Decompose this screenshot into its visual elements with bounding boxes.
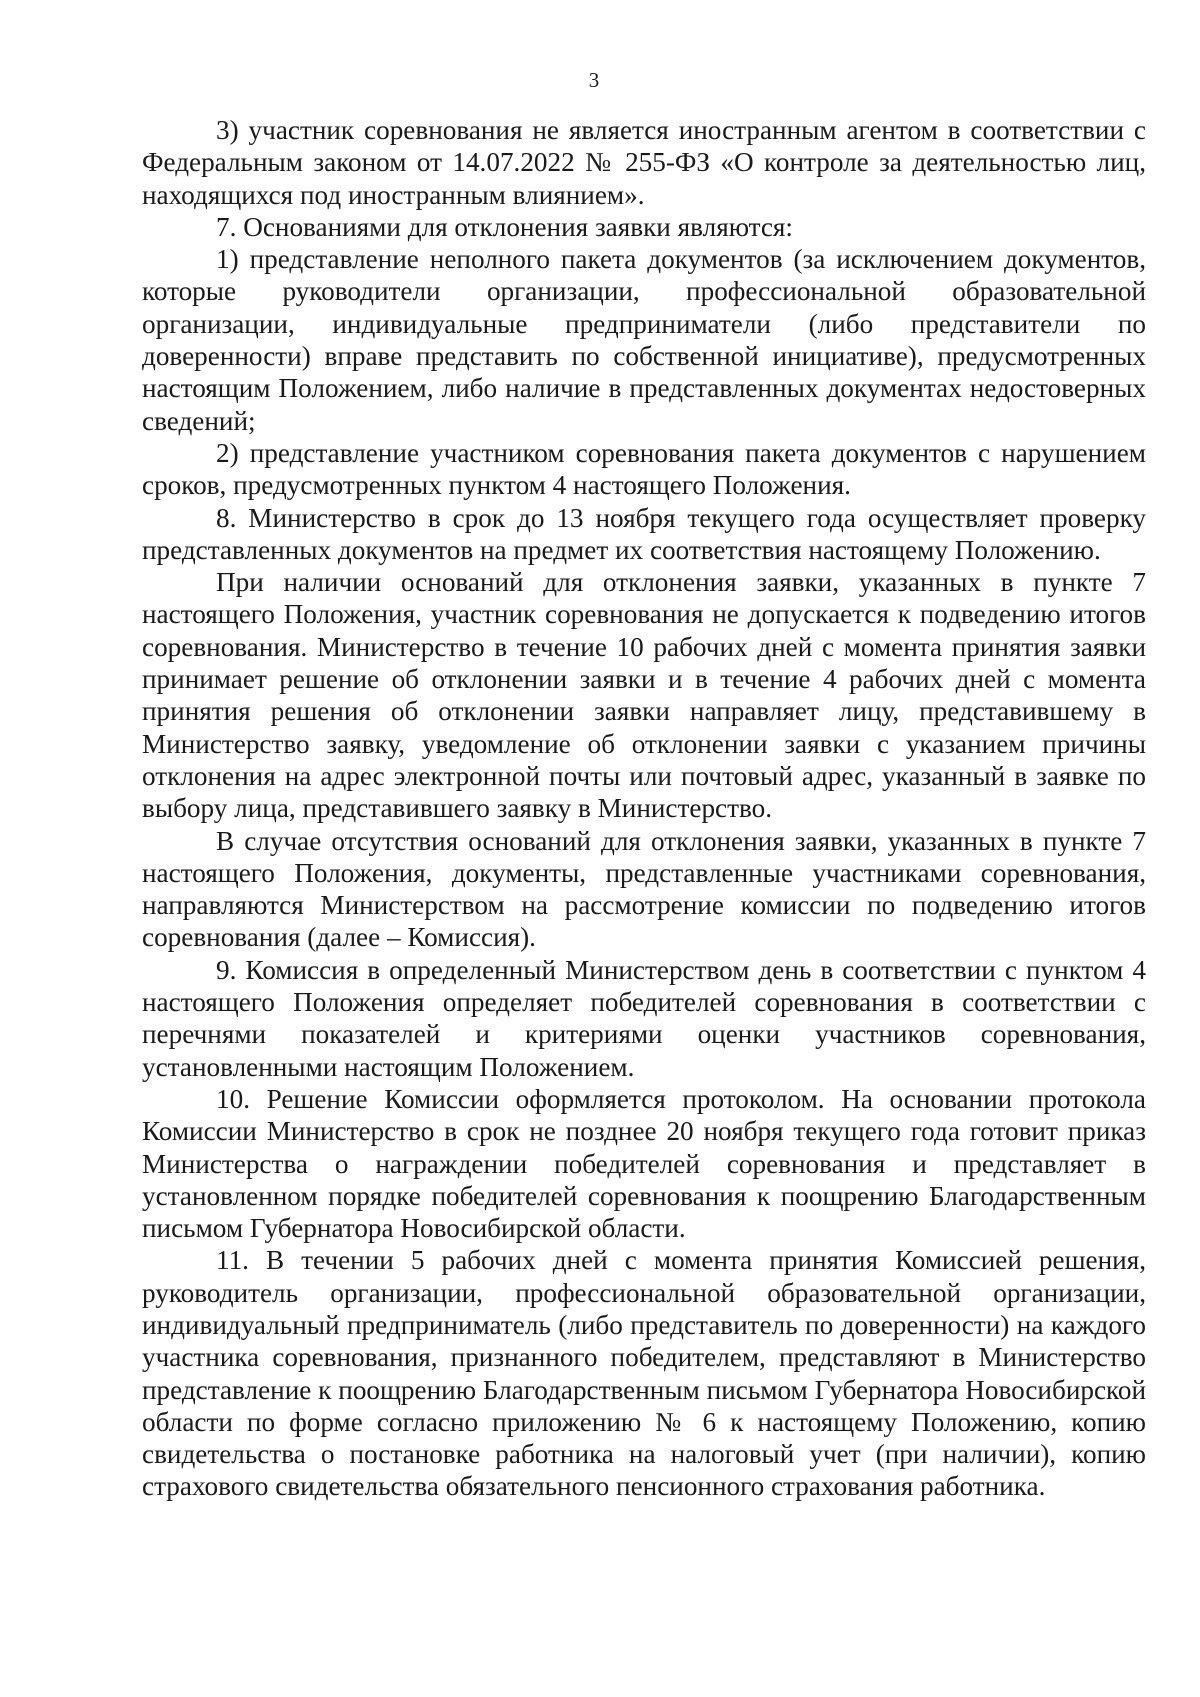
page-number: 3 [588, 68, 600, 92]
paragraph-10-decision: 10. Решение Комиссии оформляется протоколом. На основании протокола Комиссии Министерство в срок не позднее 20 ноября текущего года готовит приказ Министерства о награждении победителей соревнования и представляет в установленном порядке победителей соревнования к поощрению Благодарственным письмом Губернатора Новосибирской области. [142, 1083, 1146, 1244]
paragraph-3-foreign-agent: 3) участник соревнования не является иностранным агентом в соответствии с Федеральным законом от 14.07.2022 № 255-ФЗ «О контроле за деятельностью лиц, находящихся под иностранным влиянием». [142, 115, 1146, 210]
paragraph-9-commission: 9. Комиссия в определенный Министерством день в соответствии с пунктом 4 настоящего Положения определяет победителей соревнования в соответствии с перечнями показателей и критериями оценки участников соревнования, установленными настоящим Положением. [142, 954, 1146, 1082]
paragraph-8-document-check: 8. Министерство в срок до 13 ноября текущего года осуществляет проверку представленных документов на предмет их соответствия настоящему Положению. [142, 502, 1146, 565]
paragraph-7-1-incomplete-package: 1) представление неполного пакета документов (за исключением документов, которые руководители организации, профессиональной образовательной организации, индивидуальные предприниматели (либо представители по доверенности) вправе представить по собственной инициативе), предусмотренных настоящим Положением, либо наличие в представленных документах недостоверных сведений; [142, 244, 1146, 436]
paragraph-8-rejection-procedure: При наличии оснований для отклонения заявки, указанных в пункте 7 настоящего Положения, участник соревнования не допускается к подведению итогов соревнования. Министерство в течение 10 рабочих дней с момента принятия заявки принимает решение об отклонении заявки и в течение 4 рабочих дней с момента принятия решения об отклонении заявки направляет лицу, представившему в Министерство заявку, уведомление об отклонении заявки с указанием причины отклонения на адрес электронной почты или почтовый адрес, указанный в заявке по выбору лица, представившего заявку в Министерство. [142, 567, 1146, 824]
document-body [142, 114, 1146, 1503]
paragraph-7-rejection-grounds: 7. Основаниями для отклонения заявки являются: [216, 211, 793, 242]
paragraph-11-submission: 11. В течении 5 рабочих дней с момента принятия Комиссией решения, руководитель организации, профессиональной образовательной организации, индивидуальный предприниматель (либо представитель по доверенности) на каждого участника соревнования, признанного победителем, представляют в Министерство представление к поощрению Благодарственным письмом Губернатора Новосибирской области по форме согласно приложению № 6 к настоящему Положению, копию свидетельства о постановке работника на налоговый учет (при наличии), копию страхового свидетельства обязательного пенсионного страхования работника. [142, 1245, 1146, 1502]
paragraph-7-2-deadline-violation: 2) представление участником соревнования пакета документов с нарушением сроков, предусмотренных пунктом 4 настоящего Положения. [142, 437, 1146, 501]
paragraph-8-commission-referral: В случае отсутствия оснований для отклонения заявки, указанных в пункте 7 настоящего Положения, документы, представленные участниками соревнования, направляются Министерством на рассмотрение комиссии по подведению итогов соревнования (далее – Комиссия). [142, 825, 1146, 953]
